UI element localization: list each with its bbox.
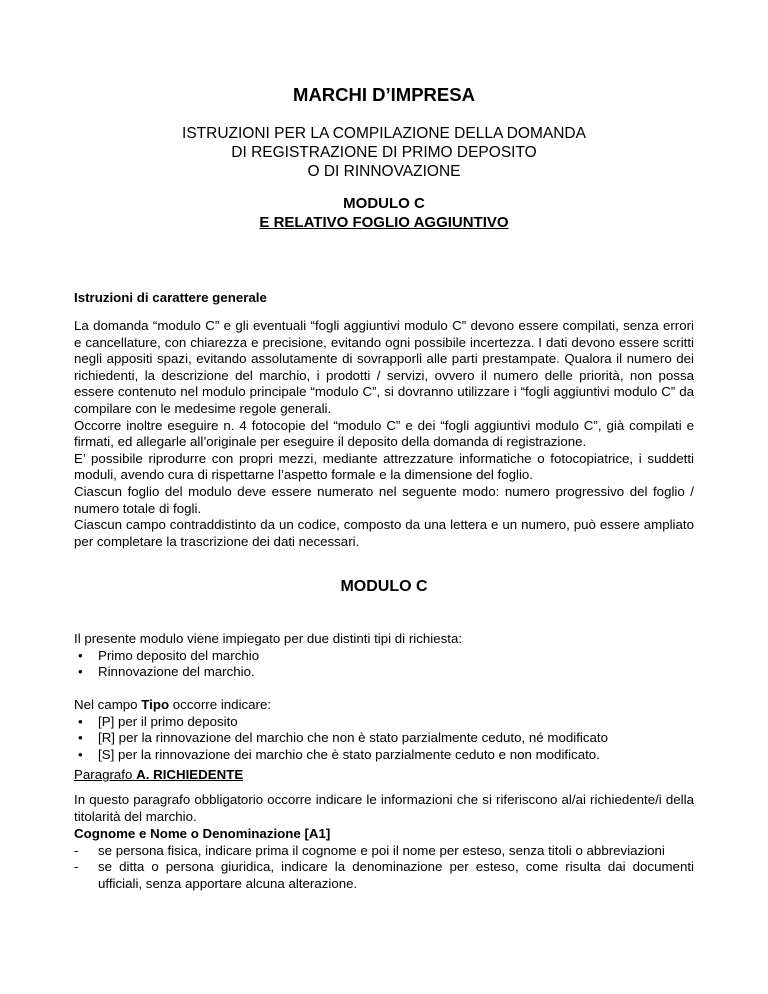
module-heading-line: E RELATIVO FOGLIO AGGIUNTIVO (259, 213, 509, 231)
modulo-c-intro (74, 631, 694, 681)
tipo-field-name: Tipo (141, 697, 170, 712)
paragrafo-a-heading (74, 767, 694, 784)
general-paragraph: E’ possibile riprodurre con propri mezzi, mediante attrezzature informatiche o fotocopiatrice, i suddetti moduli, avendo cura di rispettarne l’aspetto formale e la dimensione del foglio. (74, 450, 694, 483)
general-paragraph: Occorre inoltre eseguire n. 4 fotocopie del “modulo C” e dei “fogli aggiuntivi modulo C”, già compilati e firmati, ed allegarle all’originale per eseguire il deposito della domanda di registrazione. (74, 417, 694, 450)
module-heading-line: MODULO C (343, 195, 425, 212)
subtitle-line: DI REGISTRAZIONE DI PRIMO DEPOSITO (231, 144, 537, 161)
document-subtitle (0, 124, 768, 181)
general-paragraph: La domanda “modulo C” e gli eventuali “fogli aggiuntivi modulo C” devono essere compilati, senza errori e cancellature, con chiarezza e precisione, evitando ogni possibile incertezza. I dati devono essere scritti negli appositi spazi, evitando assolutamente di sovrapporli alle parti prestampate. Qualora il numero dei richiedenti, la descrizione del marchio, i prodotti / servizi, ovvero il numero delle priorità, non possa essere contenuto nel modulo principale “modulo C”, si dovranno utilizzare i “fogli aggiuntivi modulo C” da compilare con le medesime regole generali. (74, 318, 694, 416)
list-item-text: [P] per il primo deposito (98, 713, 238, 729)
intro-text: Il presente modulo viene impiegato per due distinti tipi di richiesta: (74, 631, 463, 646)
list-item-text: se persona fisica, indicare prima il cognome e poi il nome per esteso, senza titoli o abbreviazioni (98, 842, 665, 858)
subtitle-line: O DI RINNOVAZIONE (307, 163, 461, 180)
tipo-options-list (74, 714, 694, 764)
list-item-text: [S] per la rinnovazione dei marchio che è stato parzialmente ceduto e non modificato. (98, 746, 600, 762)
tipo-prefix: Nel campo (74, 697, 142, 712)
dash-icon: - (74, 842, 79, 858)
list-item-text: Primo deposito del marchio (98, 647, 260, 663)
general-instructions-body (74, 318, 694, 550)
document-title: MARCHI D’IMPRESA (293, 84, 475, 105)
list-item (74, 714, 694, 731)
field-a1-section (74, 826, 694, 892)
paragrafo-a-text: In questo paragrafo obbligatorio occorre indicare le informazioni che si riferiscono al/ai richiedente/i della titolarità del marchio. (74, 792, 694, 824)
list-item-text: Rinnovazione del marchio. (98, 664, 255, 680)
list-item (74, 648, 694, 665)
module-heading (0, 195, 768, 232)
tipo-intro (74, 697, 694, 714)
bullet-icon: • (78, 647, 83, 663)
list-item (74, 843, 694, 860)
field-a1-list (74, 843, 694, 893)
list-item (74, 859, 694, 892)
list-item (74, 730, 694, 747)
paragrafo-name: A. RICHIEDENTE (136, 767, 244, 782)
bullet-icon: • (78, 713, 83, 729)
paragrafo-prefix: Paragrafo (74, 767, 137, 782)
bullet-icon: • (78, 730, 83, 746)
bullet-icon: • (78, 664, 83, 680)
paragrafo-a-body (74, 792, 694, 825)
request-type-list (74, 648, 694, 681)
tipo-section (74, 697, 694, 763)
list-item (74, 664, 694, 681)
list-item (74, 747, 694, 764)
list-item-text: [R] per la rinnovazione del marchio che non è stato parzialmente ceduto, né modificato (98, 730, 609, 746)
bullet-icon: • (78, 746, 83, 762)
tipo-suffix: occorre indicare: (169, 697, 272, 712)
field-a1-heading: Cognome e Nome o Denominazione [A1] (74, 826, 331, 841)
general-paragraph: Ciascun foglio del modulo deve essere numerato nel seguente modo: numero progressivo del foglio / numero totale di fogli. (74, 483, 694, 516)
dash-icon: - (74, 859, 79, 875)
general-instructions-heading: Istruzioni di carattere generale (74, 290, 267, 305)
modulo-c-heading: MODULO C (340, 578, 428, 595)
general-paragraph: Ciascun campo contraddistinto da un codice, composto da una lettera e un numero, può essere ampliato per completare la trascrizione dei dati necessari. (74, 517, 694, 549)
subtitle-line: ISTRUZIONI PER LA COMPILAZIONE DELLA DOMANDA (182, 125, 586, 142)
list-item-text: se ditta o persona giuridica, indicare la denominazione per esteso, come risulta dai documenti ufficiali, senza apportare alcuna alterazione. (98, 859, 694, 891)
